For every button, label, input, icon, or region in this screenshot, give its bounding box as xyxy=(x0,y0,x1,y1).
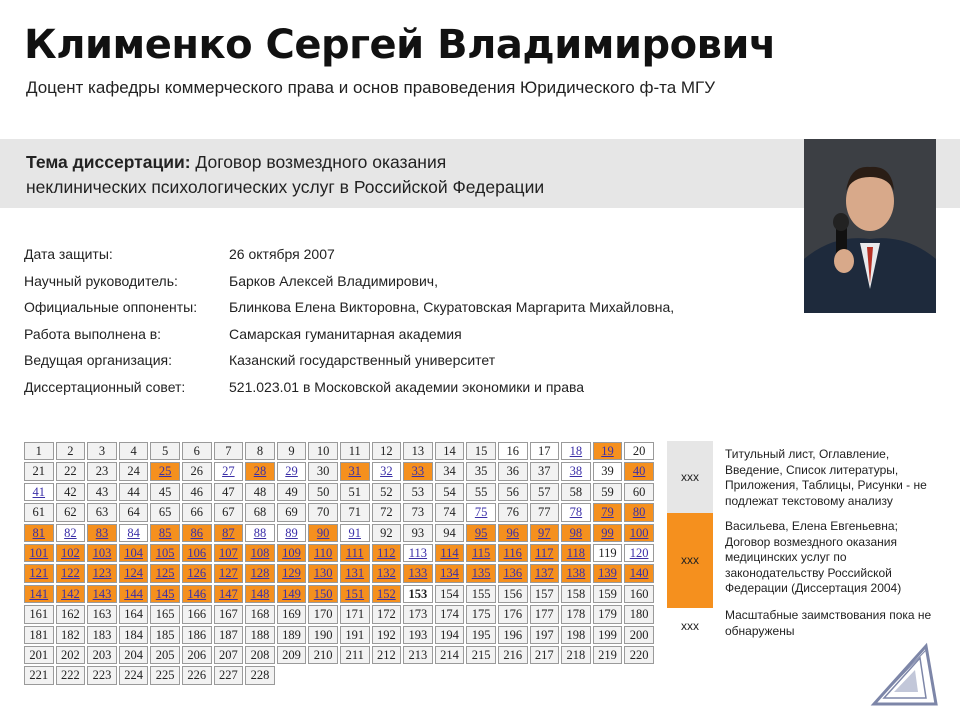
page-cell[interactable]: 104 xyxy=(119,544,149,562)
page-cell[interactable]: 88 xyxy=(245,524,275,542)
topic-line2: неклинических психологических услуг в Российской Федерации xyxy=(26,177,545,197)
page-cell: 5 xyxy=(150,442,180,460)
legend-swatch: xxx xyxy=(667,441,713,513)
page-cell: 190 xyxy=(308,626,338,644)
page-cell: 212 xyxy=(372,646,402,664)
page-cell: 192 xyxy=(372,626,402,644)
page-cell: 74 xyxy=(435,503,465,521)
page-cell[interactable]: 148 xyxy=(245,585,275,603)
page-cell: 166 xyxy=(182,605,212,623)
page-cell: 209 xyxy=(277,646,307,664)
page-cell[interactable]: 98 xyxy=(561,524,591,542)
page-cell[interactable]: 29 xyxy=(277,462,307,480)
page-cell: 71 xyxy=(340,503,370,521)
page-cell: 203 xyxy=(87,646,117,664)
person-position: Доцент кафедры коммерческого права и основ правоведения Юридического ф-та МГУ xyxy=(26,78,716,97)
legend-text: Васильева, Елена Евгеньевна; Договор возмездного оказания медицинских услуг по законодательству Российской Федерации (Диссертация 2004) xyxy=(725,519,902,595)
page-cell[interactable]: 84 xyxy=(119,524,149,542)
page-cell: 65 xyxy=(150,503,180,521)
page-cell: 39 xyxy=(593,462,623,480)
page-cell[interactable]: 82 xyxy=(56,524,86,542)
page-cell: 1 xyxy=(24,442,54,460)
page-cell[interactable]: 91 xyxy=(340,524,370,542)
page-cell: 185 xyxy=(150,626,180,644)
page-cell: 12 xyxy=(372,442,402,460)
page-cell: 218 xyxy=(561,646,591,664)
page-cell[interactable]: 117 xyxy=(530,544,560,562)
page-cell: 159 xyxy=(593,585,623,603)
page-cell[interactable]: 118 xyxy=(561,544,591,562)
page-cell: 69 xyxy=(277,503,307,521)
page-cell: 227 xyxy=(214,666,244,684)
page-cell: 63 xyxy=(87,503,117,521)
page-cell: 224 xyxy=(119,666,149,684)
page-cell: 16 xyxy=(498,442,528,460)
page-cell: 168 xyxy=(245,605,275,623)
page-cell[interactable]: 137 xyxy=(530,564,560,582)
page-cell: 20 xyxy=(624,442,654,460)
page-cell[interactable]: 103 xyxy=(87,544,117,562)
page-cell: 155 xyxy=(466,585,496,603)
page-cell: 208 xyxy=(245,646,275,664)
page-cell[interactable]: 79 xyxy=(593,503,623,521)
page-cell[interactable]: 139 xyxy=(593,564,623,582)
page-cell: 52 xyxy=(372,483,402,501)
page-cell: 189 xyxy=(277,626,307,644)
page-cell[interactable]: 115 xyxy=(466,544,496,562)
page-cell[interactable]: 96 xyxy=(498,524,528,542)
page-cell: 187 xyxy=(214,626,244,644)
detail-value: Барков Алексей Владимирович, xyxy=(229,272,438,289)
page-cell[interactable]: 97 xyxy=(530,524,560,542)
page-cell: 184 xyxy=(119,626,149,644)
page-cell: 179 xyxy=(593,605,623,623)
page-cell: 226 xyxy=(182,666,212,684)
detail-label: Научный руководитель: xyxy=(24,272,178,289)
page-cell: 30 xyxy=(308,462,338,480)
page-cell: 183 xyxy=(87,626,117,644)
page-cell[interactable]: 114 xyxy=(435,544,465,562)
page-cell[interactable]: 111 xyxy=(340,544,370,562)
page-cell: 175 xyxy=(466,605,496,623)
page-grid xyxy=(23,441,655,686)
page-cell[interactable]: 143 xyxy=(87,585,117,603)
page-cell: 220 xyxy=(624,646,654,664)
page-cell[interactable]: 28 xyxy=(245,462,275,480)
page-cell[interactable]: 18 xyxy=(561,442,591,460)
page-cell[interactable]: 128 xyxy=(245,564,275,582)
page-cell: 26 xyxy=(182,462,212,480)
page-cell: 225 xyxy=(150,666,180,684)
page-cell[interactable]: 152 xyxy=(372,585,402,603)
page-cell: 161 xyxy=(24,605,54,623)
university-seal-logo xyxy=(870,640,940,710)
page-cell[interactable]: 133 xyxy=(403,564,433,582)
page-cell: 37 xyxy=(530,462,560,480)
page-cell: 156 xyxy=(498,585,528,603)
page-cell[interactable]: 136 xyxy=(498,564,528,582)
page-cell: 204 xyxy=(119,646,149,664)
page-cell: 42 xyxy=(56,483,86,501)
page-cell: 49 xyxy=(277,483,307,501)
page-cell[interactable]: 124 xyxy=(119,564,149,582)
legend-text: Масштабные заимствования пока не обнаружены xyxy=(725,608,932,638)
page-cell: 180 xyxy=(624,605,654,623)
page-cell: 14 xyxy=(435,442,465,460)
page-cell[interactable]: 33 xyxy=(403,462,433,480)
page-cell: 9 xyxy=(277,442,307,460)
page-cell: 8 xyxy=(245,442,275,460)
page-cell[interactable]: 95 xyxy=(466,524,496,542)
page-cell: 59 xyxy=(593,483,623,501)
page-cell: 202 xyxy=(56,646,86,664)
page-cell: 174 xyxy=(435,605,465,623)
page-cell[interactable]: 108 xyxy=(245,544,275,562)
page-cell: 201 xyxy=(24,646,54,664)
page-cell: 222 xyxy=(56,666,86,684)
page-cell[interactable]: 130 xyxy=(308,564,338,582)
page-cell: 22 xyxy=(56,462,86,480)
page-cell: 34 xyxy=(435,462,465,480)
page-cell: 223 xyxy=(87,666,117,684)
page-cell: 24 xyxy=(119,462,149,480)
page-cell: 2 xyxy=(56,442,86,460)
page-cell: 46 xyxy=(182,483,212,501)
page-cell: 157 xyxy=(530,585,560,603)
page-cell: 77 xyxy=(530,503,560,521)
page-cell: 3 xyxy=(87,442,117,460)
legend-swatch: xxx xyxy=(667,608,713,644)
page-cell: 206 xyxy=(182,646,212,664)
page-cell: 93 xyxy=(403,524,433,542)
page-cell: 17 xyxy=(530,442,560,460)
page-cell: 47 xyxy=(214,483,244,501)
page-cell[interactable]: 41 xyxy=(24,483,54,501)
detail-label: Официальные оппоненты: xyxy=(24,299,198,315)
page-cell[interactable]: 142 xyxy=(56,585,86,603)
page-cell[interactable]: 113 xyxy=(403,544,433,562)
detail-value: Блинкова Елена Викторовна, Скуратовская Маргарита Михайловна, xyxy=(229,299,675,315)
page-cell[interactable]: 75 xyxy=(466,503,496,521)
page-cell: 164 xyxy=(119,605,149,623)
page-cell: 94 xyxy=(435,524,465,542)
detail-label: Ведущая организация: xyxy=(24,352,172,368)
topic-line1: Договор возмездного оказания xyxy=(190,152,447,172)
page-cell: 61 xyxy=(24,503,54,521)
person-name: Клименко Сергей Владимирович xyxy=(24,22,776,68)
detail-label: Работа выполнена в: xyxy=(24,325,162,342)
page-cell: 48 xyxy=(245,483,275,501)
page-cell: 198 xyxy=(561,626,591,644)
page-cell[interactable]: 123 xyxy=(87,564,117,582)
page-cell: 215 xyxy=(466,646,496,664)
page-cell: 177 xyxy=(530,605,560,623)
page-cell: 70 xyxy=(308,503,338,521)
page-cell[interactable]: 125 xyxy=(150,564,180,582)
page-cell: 207 xyxy=(214,646,244,664)
page-cell: 197 xyxy=(530,626,560,644)
page-cell[interactable]: 135 xyxy=(466,564,496,582)
page-cell[interactable]: 107 xyxy=(214,544,244,562)
page-cell: 178 xyxy=(561,605,591,623)
page-cell[interactable]: 112 xyxy=(372,544,402,562)
page-cell: 11 xyxy=(340,442,370,460)
page-cell[interactable]: 106 xyxy=(182,544,212,562)
page-cell: 191 xyxy=(340,626,370,644)
detail-value: Казанский государственный университет xyxy=(229,352,496,368)
page-cell[interactable]: 146 xyxy=(182,585,212,603)
legend-text: Титульный лист, Оглавление, Введение, Список литературы, Приложения, Таблицы, Рисунки - не подлежат текстовому анализу xyxy=(725,447,927,508)
page-cell[interactable]: 138 xyxy=(561,564,591,582)
page-cell[interactable]: 78 xyxy=(561,503,591,521)
page-cell: 119 xyxy=(593,544,623,562)
page-cell[interactable]: 145 xyxy=(150,585,180,603)
page-cell[interactable]: 129 xyxy=(277,564,307,582)
page-cell: 35 xyxy=(466,462,496,480)
page-cell: 51 xyxy=(340,483,370,501)
page-cell[interactable]: 83 xyxy=(87,524,117,542)
page-cell: 54 xyxy=(435,483,465,501)
page-cell: 76 xyxy=(498,503,528,521)
page-cell[interactable]: 122 xyxy=(56,564,86,582)
page-cell[interactable]: 140 xyxy=(624,564,654,582)
page-cell[interactable]: 87 xyxy=(214,524,244,542)
page-cell: 216 xyxy=(498,646,528,664)
page-cell: 64 xyxy=(119,503,149,521)
page-cell: 62 xyxy=(56,503,86,521)
page-cell: 15 xyxy=(466,442,496,460)
page-cell: 154 xyxy=(435,585,465,603)
detail-value: Самарская гуманитарная академия xyxy=(229,325,462,342)
page-cell: 58 xyxy=(561,483,591,501)
page-cell: 73 xyxy=(403,503,433,521)
page-cell: 219 xyxy=(593,646,623,664)
page-cell: 188 xyxy=(245,626,275,644)
page-cell[interactable]: 116 xyxy=(498,544,528,562)
page-cell: 55 xyxy=(466,483,496,501)
page-cell[interactable]: 85 xyxy=(150,524,180,542)
page-cell[interactable]: 100 xyxy=(624,524,654,542)
page-cell: 213 xyxy=(403,646,433,664)
page-cell: 153 xyxy=(403,585,433,603)
page-cell: 195 xyxy=(466,626,496,644)
detail-label: Диссертационный совет: xyxy=(24,378,186,395)
page-cell[interactable]: 126 xyxy=(182,564,212,582)
page-cell[interactable]: 127 xyxy=(214,564,244,582)
page-cell: 172 xyxy=(372,605,402,623)
page-cell: 165 xyxy=(150,605,180,623)
page-cell: 221 xyxy=(24,666,54,684)
page-cell: 4 xyxy=(119,442,149,460)
page-cell: 21 xyxy=(24,462,54,480)
page-cell[interactable]: 121 xyxy=(24,564,54,582)
page-cell: 66 xyxy=(182,503,212,521)
page-cell: 6 xyxy=(182,442,212,460)
page-cell[interactable]: 90 xyxy=(308,524,338,542)
page-cell: 160 xyxy=(624,585,654,603)
page-cell[interactable]: 89 xyxy=(277,524,307,542)
page-cell: 211 xyxy=(340,646,370,664)
legend-swatch: xxx xyxy=(667,513,713,608)
page-cell: 200 xyxy=(624,626,654,644)
page-cell: 36 xyxy=(498,462,528,480)
page-cell[interactable]: 105 xyxy=(150,544,180,562)
page-cell: 196 xyxy=(498,626,528,644)
page-cell[interactable]: 151 xyxy=(340,585,370,603)
page-cell[interactable]: 38 xyxy=(561,462,591,480)
page-cell: 214 xyxy=(435,646,465,664)
page-cell[interactable]: 80 xyxy=(624,503,654,521)
detail-value: 521.023.01 в Московской академии экономики и права xyxy=(229,378,585,395)
page-cell: 60 xyxy=(624,483,654,501)
page-cell: 167 xyxy=(214,605,244,623)
detail-value: 26 октября 2007 xyxy=(229,246,335,262)
page-cell: 45 xyxy=(150,483,180,501)
page-cell: 50 xyxy=(308,483,338,501)
page-cell[interactable]: 25 xyxy=(150,462,180,480)
page-cell[interactable]: 27 xyxy=(214,462,244,480)
page-cell[interactable]: 149 xyxy=(277,585,307,603)
page-cell[interactable]: 31 xyxy=(340,462,370,480)
page-cell[interactable]: 110 xyxy=(308,544,338,562)
page-cell: 162 xyxy=(56,605,86,623)
page-cell: 23 xyxy=(87,462,117,480)
page-cell[interactable]: 141 xyxy=(24,585,54,603)
page-cell[interactable]: 144 xyxy=(119,585,149,603)
page-cell: 163 xyxy=(87,605,117,623)
page-cell: 92 xyxy=(372,524,402,542)
page-cell: 181 xyxy=(24,626,54,644)
page-cell: 173 xyxy=(403,605,433,623)
page-cell[interactable]: 120 xyxy=(624,544,654,562)
page-cell[interactable]: 132 xyxy=(372,564,402,582)
page-cell[interactable]: 101 xyxy=(24,544,54,562)
page-cell[interactable]: 134 xyxy=(435,564,465,582)
page-cell: 68 xyxy=(245,503,275,521)
page-cell[interactable]: 81 xyxy=(24,524,54,542)
page-cell: 56 xyxy=(498,483,528,501)
page-cell: 44 xyxy=(119,483,149,501)
page-cell: 228 xyxy=(245,666,275,684)
page-cell[interactable]: 109 xyxy=(277,544,307,562)
detail-label: Дата защиты: xyxy=(24,246,113,262)
page-cell: 158 xyxy=(561,585,591,603)
page-cell: 170 xyxy=(308,605,338,623)
page-cell: 182 xyxy=(56,626,86,644)
page-cell: 57 xyxy=(530,483,560,501)
page-cell: 7 xyxy=(214,442,244,460)
page-cell: 13 xyxy=(403,442,433,460)
page-cell: 199 xyxy=(593,626,623,644)
page-cell[interactable]: 40 xyxy=(624,462,654,480)
page-cell: 176 xyxy=(498,605,528,623)
page-cell: 217 xyxy=(530,646,560,664)
page-cell: 171 xyxy=(340,605,370,623)
page-cell[interactable]: 131 xyxy=(340,564,370,582)
page-cell[interactable]: 99 xyxy=(593,524,623,542)
page-cell[interactable]: 150 xyxy=(308,585,338,603)
page-cell: 169 xyxy=(277,605,307,623)
page-cell: 67 xyxy=(214,503,244,521)
page-cell: 210 xyxy=(308,646,338,664)
page-cell: 193 xyxy=(403,626,433,644)
page-cell[interactable]: 147 xyxy=(214,585,244,603)
page-cell: 43 xyxy=(87,483,117,501)
page-cell: 205 xyxy=(150,646,180,664)
page-cell[interactable]: 86 xyxy=(182,524,212,542)
page-cell: 53 xyxy=(403,483,433,501)
topic-label: Тема диссертации: xyxy=(26,152,191,172)
dissertation-topic xyxy=(26,150,544,200)
page-cell: 186 xyxy=(182,626,212,644)
page-cell: 72 xyxy=(372,503,402,521)
page-cell[interactable]: 102 xyxy=(56,544,86,562)
page-cell: 194 xyxy=(435,626,465,644)
page-cell: 10 xyxy=(308,442,338,460)
portrait-photo xyxy=(804,139,936,313)
page-cell[interactable]: 32 xyxy=(372,462,402,480)
page-cell[interactable]: 19 xyxy=(593,442,623,460)
